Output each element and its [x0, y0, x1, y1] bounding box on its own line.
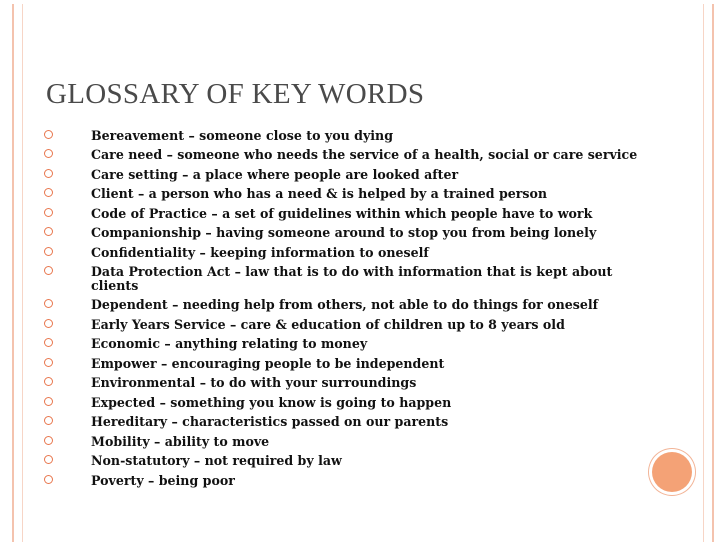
bullet-icon	[44, 247, 53, 256]
bullet-icon	[44, 475, 53, 484]
list-item	[44, 148, 644, 162]
bullet-icon	[44, 130, 53, 139]
bullet-icon	[44, 338, 53, 347]
list-item-text: Environmental – to do with your surroundings	[91, 375, 417, 391]
list-item	[44, 207, 644, 221]
list-item-text: Data Protection Act – law that is to do with information that is kept about clients	[91, 264, 613, 293]
list-item	[44, 415, 644, 429]
list-item-text: Poverty – being poor	[91, 472, 235, 488]
list-item	[44, 265, 644, 292]
list-item-text: Economic – anything relating to money	[91, 336, 368, 352]
list-item-text: Care setting – a place where people are looked after	[91, 166, 459, 182]
list-item-text: Empower – encouraging people to be independent	[91, 355, 445, 371]
list-item	[44, 187, 644, 201]
list-item-text: Confidentiality – keeping information to oneself	[91, 244, 429, 260]
bullet-icon	[44, 377, 53, 386]
bullet-icon	[44, 299, 53, 308]
bullet-icon	[44, 266, 53, 275]
list-item-text: Mobility – ability to move	[91, 433, 270, 449]
list-item	[44, 396, 644, 410]
list-item-text: Bereavement – someone close to you dying	[91, 128, 394, 143]
list-item	[44, 337, 644, 351]
list-item-text: Expected – something you know is going to happen	[91, 394, 452, 410]
list-item	[44, 246, 644, 260]
bullet-icon	[44, 149, 53, 158]
bullet-icon	[44, 455, 53, 464]
list-item-text: Non-statutory – not required by law	[91, 453, 342, 469]
list-item-text: Dependent – needing help from others, not able to do things for oneself	[91, 297, 599, 313]
bullet-icon	[44, 397, 53, 406]
list-item	[44, 226, 644, 240]
decorative-circle	[652, 452, 692, 492]
list-item-text: Hereditary – characteristics passed on our parents	[91, 414, 449, 430]
list-item-text: Care need – someone who needs the service of a health, social or care service	[91, 147, 638, 163]
list-item	[44, 129, 644, 143]
list-item-text: Client – a person who has a need & is helped by a trained person	[91, 186, 548, 202]
bullet-icon	[44, 358, 53, 367]
list-item	[44, 168, 644, 182]
list-item	[44, 435, 644, 449]
list-item	[44, 376, 644, 390]
bullet-icon	[44, 208, 53, 217]
bullet-icon	[44, 416, 53, 425]
list-item	[44, 474, 644, 488]
glossary-list	[44, 129, 644, 493]
list-item-text: Companionship – having someone around to stop you from being lonely	[91, 225, 597, 241]
list-item	[44, 318, 644, 332]
bullet-icon	[44, 319, 53, 328]
bullet-icon	[44, 188, 53, 197]
list-item	[44, 298, 644, 312]
bullet-icon	[44, 436, 53, 445]
list-item-text: Code of Practice – a set of guidelines within which people have to work	[91, 205, 593, 221]
list-item	[44, 357, 644, 371]
list-item	[44, 454, 644, 468]
slide-title: GLOSSARY OF KEY WORDS	[46, 78, 425, 110]
bullet-icon	[44, 169, 53, 178]
bullet-icon	[44, 227, 53, 236]
list-item-text: Early Years Service – care & education of children up to 8 years old	[91, 316, 565, 332]
